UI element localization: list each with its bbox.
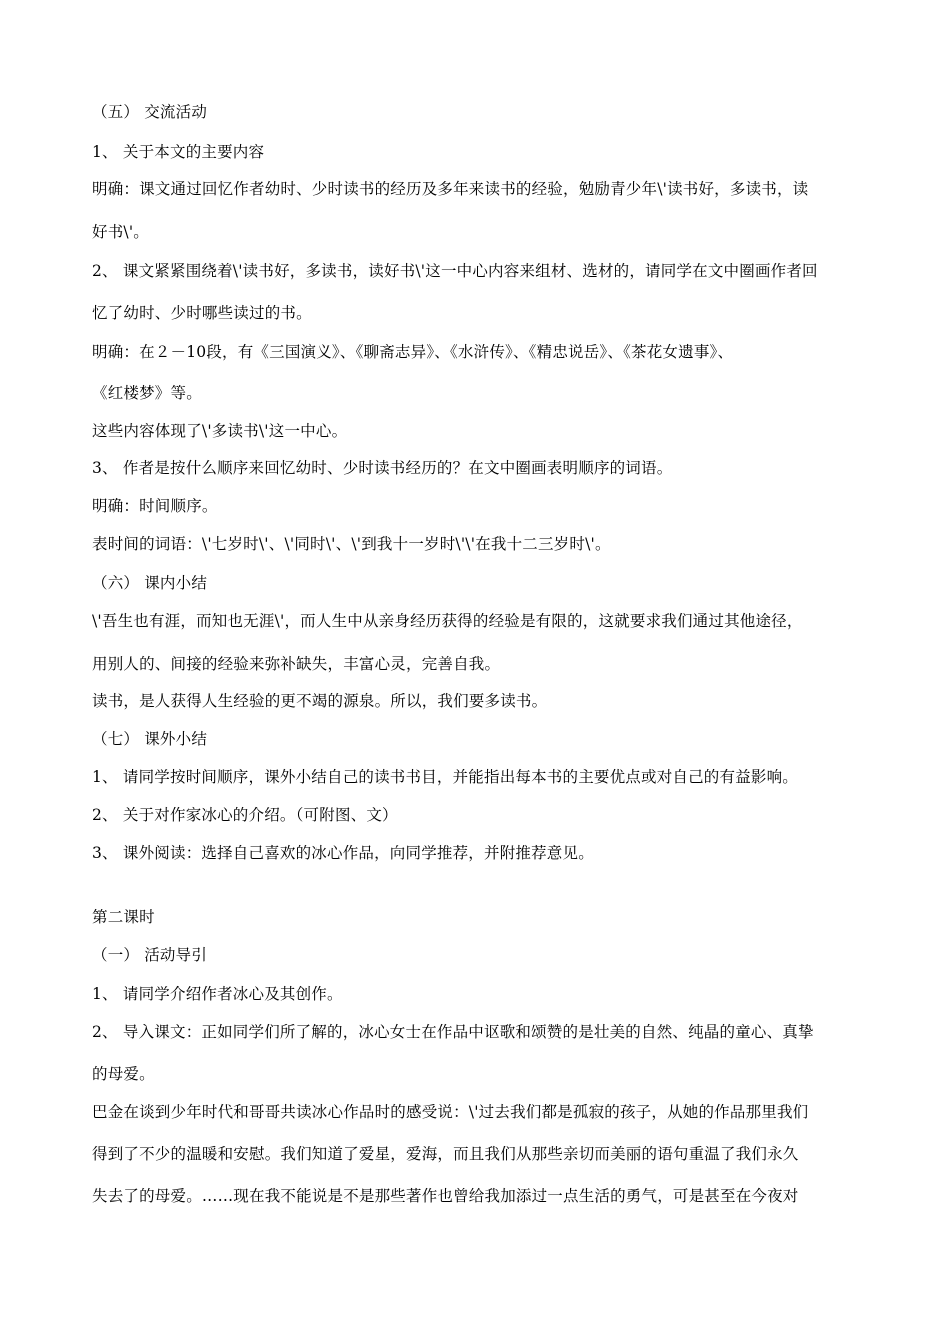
paragraph-line: 《红楼梦》等。: [92, 384, 202, 402]
paragraph-line: 忆了幼时、少时哪些读过的书。: [92, 304, 312, 322]
paragraph-line: 3、 作者是按什么顺序来回忆幼时、少时读书经历的？在文中圈画表明顺序的词语。: [92, 459, 673, 477]
paragraph-line: 2、 导入课文：正如同学们所了解的，冰心女士在作品中讴歌和颂赞的是壮美的自然、纯晶的童心、真挚: [92, 1023, 814, 1041]
paragraph-line: 的母爱。: [92, 1065, 155, 1083]
paragraph-line: 表时间的词语：\'七岁时\'、\'同时\'、\'到我十一岁时\'\'在我十二三岁时\'。: [92, 535, 611, 553]
paragraph-line: \'吾生也有涯，而知也无涯\'，而人生中从亲身经历获得的经验是有限的，这就要求我们通过其他途径，: [92, 612, 803, 630]
paragraph-line: 2、 课文紧紧围绕着\'读书好，多读书，读好书\'这一中心内容来组材、选材的，请同学在文中圈画作者回: [92, 262, 818, 280]
paragraph-line: 明确：在２－10段，有《三国演义》、《聊斋志异》、《水浒传》、《精忠说岳》、《茶花女遗事》、: [92, 343, 734, 361]
paragraph-line: 2、 关于对作家冰心的介绍。（可附图、文）: [92, 806, 398, 824]
paragraph-line: 用别人的、间接的经验来弥补缺失，丰富心灵，完善自我。: [92, 655, 501, 673]
heading-activity-guide: （一） 活动导引: [92, 946, 208, 964]
paragraph-line: 好书\'。: [92, 223, 149, 241]
paragraph-line: 读书，是人获得人生经验的更不竭的源泉。所以，我们要多读书。: [92, 692, 548, 710]
paragraph-line: 失去了的母爱。……现在我不能说是不是那些著作也曾给我加添过一点生活的勇气，可是甚至在今夜对: [92, 1187, 799, 1205]
heading-second-lesson: 第二课时: [92, 908, 155, 926]
paragraph-line: 这些内容体现了\'多读书\'这一中心。: [92, 422, 348, 440]
heading-exchange-activity: （五） 交流活动: [92, 103, 208, 121]
item-main-content: 1、 关于本文的主要内容: [92, 143, 265, 161]
heading-class-summary: （六） 课内小结: [92, 574, 208, 592]
paragraph-line: 1、 请同学按时间顺序，课外小结自己的读书书目，并能指出每本书的主要优点或对自己的有益影响。: [92, 768, 798, 786]
paragraph-line: 明确：课文通过回忆作者幼时、少时读书的经历及多年来读书的经验，勉励青少年\'读书好，多读书，读: [92, 180, 809, 198]
paragraph-line: 巴金在谈到少年时代和哥哥共读冰心作品时的感受说：\'过去我们都是孤寂的孩子，从她的作品那里我们: [92, 1103, 809, 1121]
paragraph-line: 1、 请同学介绍作者冰心及其创作。: [92, 985, 343, 1003]
paragraph-line: 3、 课外阅读：选择自己喜欢的冰心作品，向同学推荐，并附推荐意见。: [92, 844, 594, 862]
heading-outside-summary: （七） 课外小结: [92, 730, 208, 748]
paragraph-line: 明确：时间顺序。: [92, 497, 218, 515]
paragraph-line: 得到了不少的温暖和安慰。我们知道了爱星，爱海，而且我们从那些亲切而美丽的语句重温了我们永久: [92, 1145, 799, 1163]
